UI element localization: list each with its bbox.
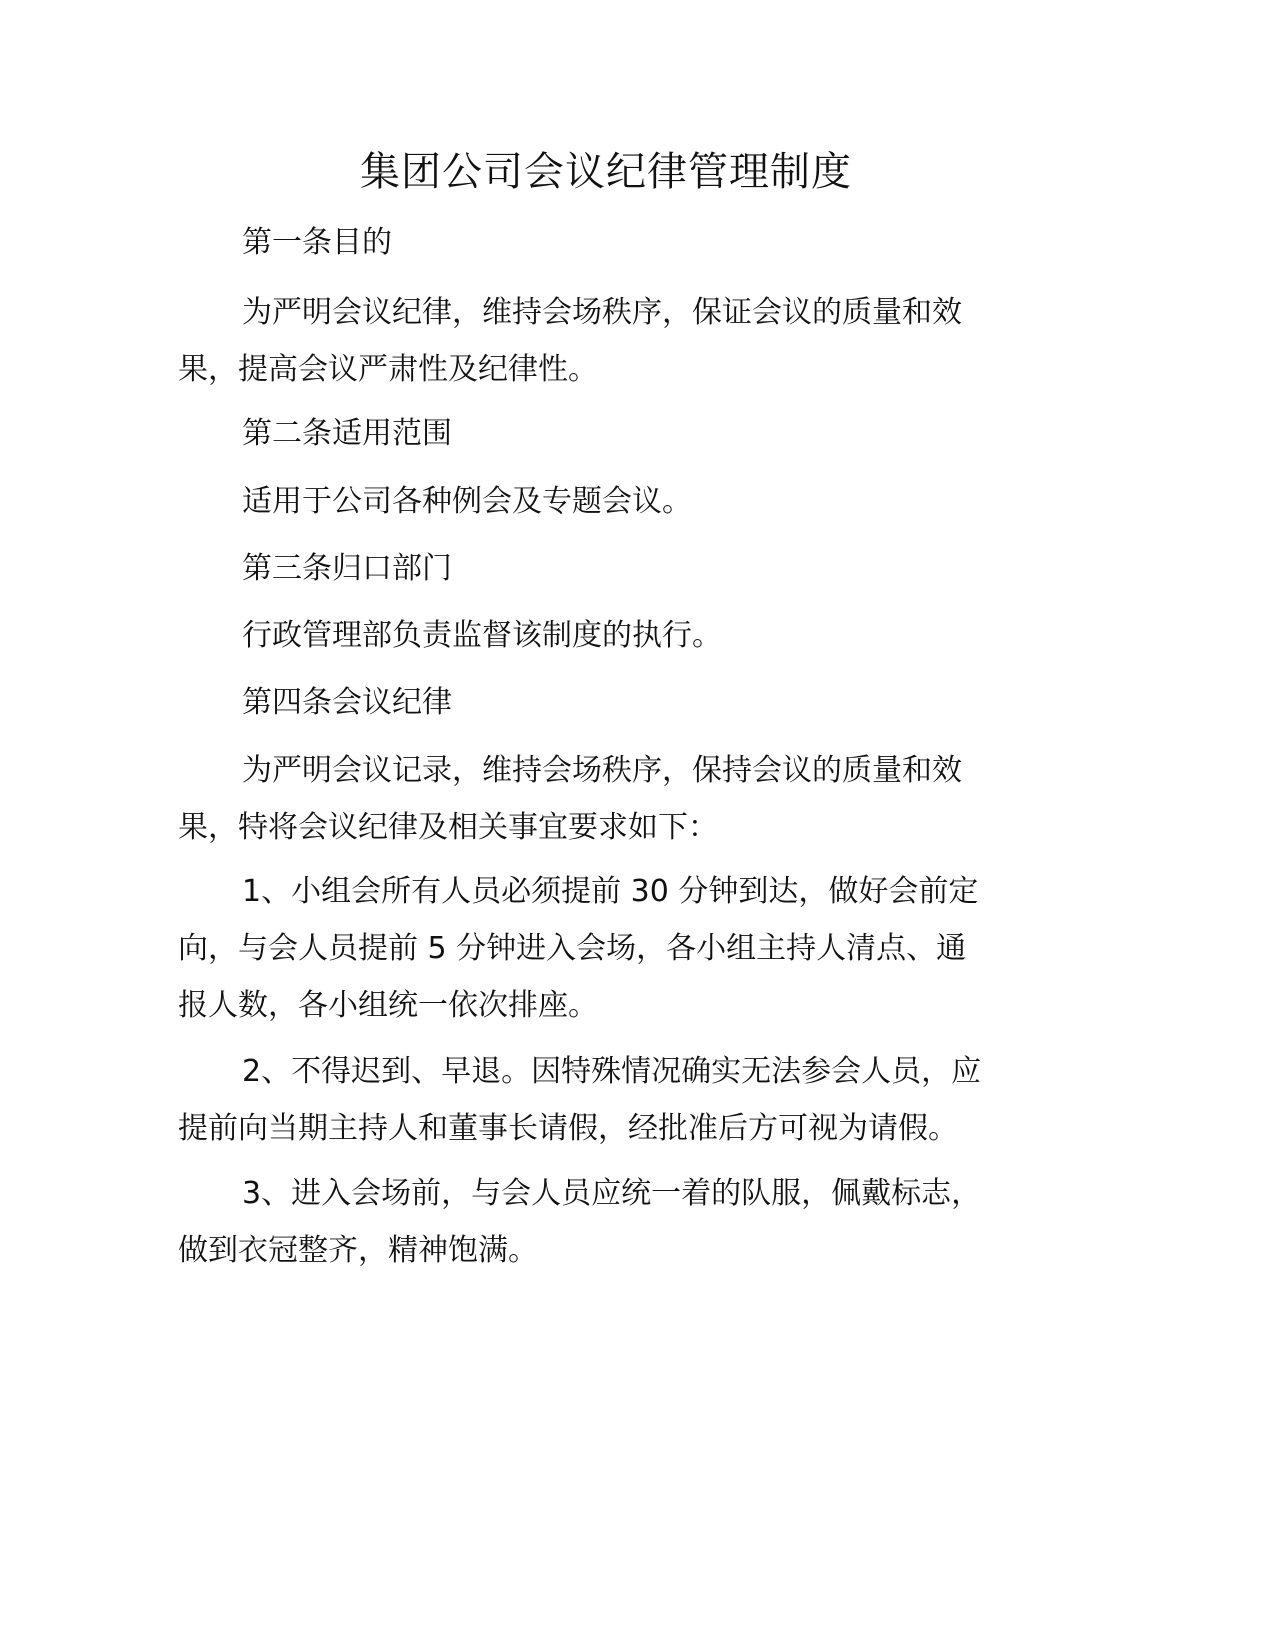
body-line: 行政管理部负责监督该制度的执行。	[242, 618, 722, 653]
item-line: 2、不得迟到、早退。因特殊情况确实无法参会人员，应	[242, 1054, 982, 1089]
item-line: 报人数，各小组统一依次排座。	[178, 988, 598, 1023]
body-line: 为严明会议记录，维持会场秩序，保持会议的质量和效	[242, 753, 962, 788]
document-title: 集团公司会议纪律管理制度	[360, 149, 852, 195]
heading-text: 第二条适用范围	[242, 416, 452, 451]
heading-text: 第四条会议纪律	[242, 685, 452, 720]
body-line: 果，提高会议严肃性及纪律性。	[178, 352, 598, 387]
section-1-heading	[178, 214, 1038, 271]
section-3-heading	[178, 540, 1038, 597]
item-line: 做到衣冠整齐，精神饱满。	[178, 1233, 538, 1268]
rule-item-3	[178, 1165, 1038, 1279]
body-line: 适用于公司各种例会及专题会议。	[242, 484, 692, 519]
body-line: 果，特将会议纪律及相关事宜要求如下：	[178, 810, 718, 845]
item-line: 1、小组会所有人员必须提前 30 分钟到达，做好会前定	[242, 874, 979, 909]
heading-text: 第三条归口部门	[242, 551, 452, 586]
item-line: 提前向当期主持人和董事长请假，经批准后方可视为请假。	[178, 1111, 958, 1146]
section-4-body	[178, 742, 1038, 856]
section-4-heading	[178, 674, 1038, 731]
section-2-heading	[178, 405, 1038, 462]
heading-text: 第一条目的	[242, 225, 392, 260]
rule-item-1	[178, 863, 1038, 1034]
section-3-body	[178, 607, 1038, 664]
section-2-body	[178, 473, 1038, 530]
body-line: 为严明会议纪律，维持会场秩序，保证会议的质量和效	[242, 295, 962, 330]
rule-item-2	[178, 1043, 1038, 1157]
item-line: 3、进入会场前，与会人员应统一着的队服，佩戴标志，	[242, 1176, 982, 1211]
item-line: 向，与会人员提前 5 分钟进入会场，各小组主持人清点、通	[178, 931, 967, 966]
section-1-body	[178, 284, 1038, 398]
